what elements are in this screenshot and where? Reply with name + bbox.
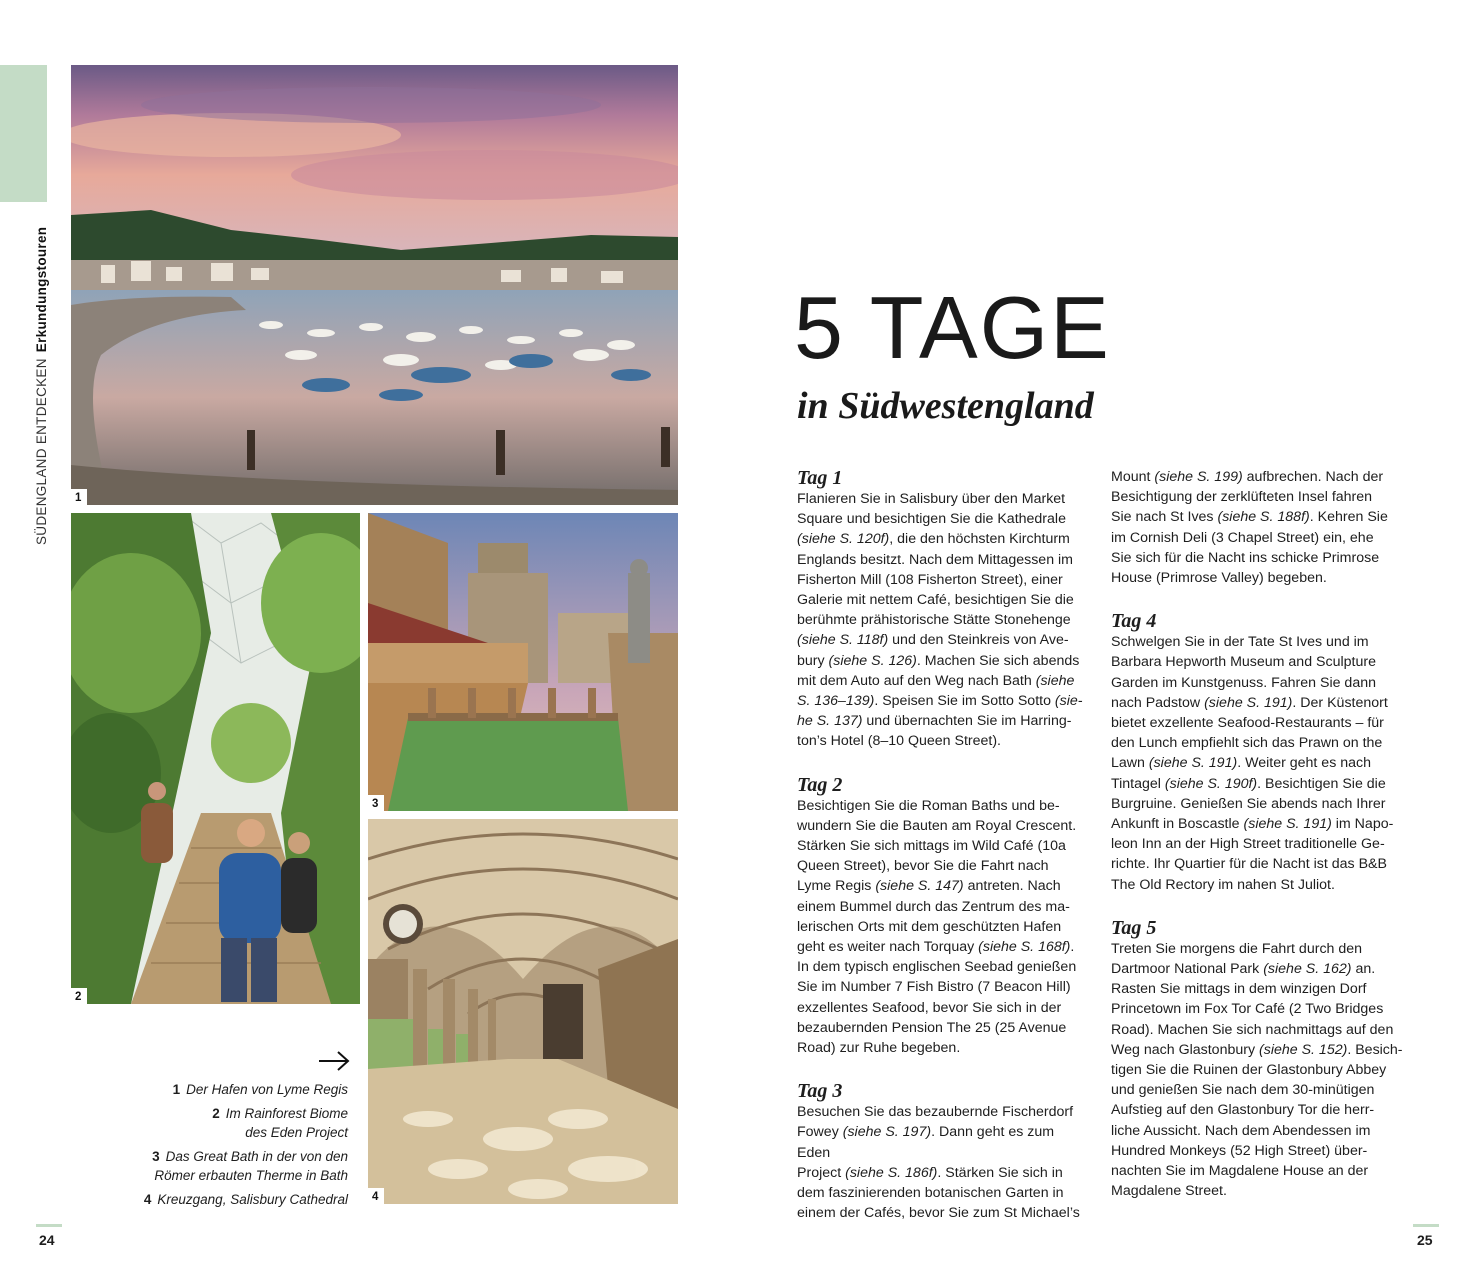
page-title: 5 TAGE <box>794 278 1111 377</box>
page-number-bar <box>1413 1224 1439 1227</box>
chapter-tab <box>0 65 47 202</box>
day-section <box>797 467 1087 752</box>
photo-rainforest-biome <box>71 513 360 1004</box>
day-section <box>1111 917 1406 1202</box>
day-section <box>797 1080 1087 1223</box>
photo-great-bath <box>368 513 678 811</box>
day-text: Besuchen Sie das bezaubernde Fischerdorf Fowey (siehe S. 197). Dann geht es zum Eden Project (siehe S. 186f). Stärken Sie sich in dem faszinierenden botanischen Garten in einem der Cafés, bevor Sie zum St Michael’s <box>797 1104 1080 1222</box>
day-text: Flanieren Sie in Salisbury über den Market Square und besichtigen Sie die Kathedrale (siehe S. 120f), die den höchsten Kirchturm Englands besitzt. Nach dem Mittagessen im Fisherton Mill (108 Fisherton Street), einer Galerie mit nettem Café, besichtigen Sie die berühmte prähistorische Stätte Stonehenge (siehe S. 118f) und den Steinkreis von Ave- bury (siehe S. 126). Machen Sie sich abends mit dem Auto auf den Weg nach Bath (siehe S. 136–139). Speisen Sie im Sotto Sotto (sie- he S. 137) und übernachten Sie im Harring- ton’s Hotel (8–10 Queen Street). <box>797 491 1083 750</box>
day-text: Mount (siehe S. 199) aufbrechen. Nach der Besichtigung der zerklüfteten Insel fahren Sie nach St Ives (siehe S. 188f). Kehren Sie im Cornish Deli (3 Chapel Street) ein, ehe Sie sich für die Nacht ins schicke Primrose House (Primrose Valley) begeben. <box>1111 469 1388 587</box>
photo-number: 4 <box>368 1188 384 1204</box>
day-text: Treten Sie morgens die Fahrt durch den Dartmoor National Park (siehe S. 162) an. Rasten Sie mittags in dem winzigen Dorf Princetown im Fox Tor Café (2 Two Bridges Road). Machen Sie sich nachmittags auf den Weg nach Glastonbury (siehe S. 152). Besich- tigen Sie die Ruinen der Glastonbury Abbey und genießen Sie nach dem 30-minütigen Aufstieg auf den Glastonbury Tor die herr- liche Aussicht. Nach dem Abendessen im Hundred Monkeys (52 High Street) über- nachten Sie im Magdalene House an der Magdalene Street. <box>1111 940 1403 1200</box>
photo-number: 2 <box>71 988 87 1004</box>
day-title: Tag 2 <box>797 773 843 796</box>
page-number-bar <box>36 1224 62 1227</box>
section-label-bold: Erkundungstouren <box>34 226 49 353</box>
day-title: Tag 5 <box>1111 916 1157 939</box>
photo-number: 3 <box>368 795 384 811</box>
page-number-right: 25 <box>1417 1232 1433 1248</box>
day-title: Tag 3 <box>797 1080 843 1103</box>
text-column-left <box>797 465 1087 1224</box>
running-header <box>34 227 49 545</box>
day-text: Schwelgen Sie in der Tate St Ives und im Barbara Hepworth Museum and Sculpture Garden im Kunstgenuss. Fahren Sie dann nach Padstow (siehe S. 191). Der Küstenort bietet exzellente Seafood-Restaurants – für den Lunch empfiehlt sich das Prawn on the Lawn (siehe S. 191). Weiter geht es nach Tintagel (siehe S. 190f). Besichtigen Sie die Burgruine. Genießen Sie abends nach Ihrer Ankunft in Boscastle (siehe S. 191) im Napo- leon Inn an der High Street traditionelle Ge- richte. Ihr Quartier für die Nacht ist das B&B The Old Rectory im nahen St Juliot. <box>1111 634 1394 893</box>
day-section <box>797 774 1087 1059</box>
page-subtitle: in Südwestengland <box>797 385 1094 427</box>
section-label: SÜDENGLAND ENTDECKEN <box>34 358 49 545</box>
photo-captions <box>108 1080 348 1213</box>
day-title: Tag 4 <box>1111 610 1157 633</box>
arrow-right-icon <box>318 1048 350 1074</box>
photo-cloister-salisbury <box>368 819 678 1204</box>
caption-2: 2 Im Rainforest Biome des Eden Project <box>212 1105 348 1140</box>
caption-3: 3 Das Great Bath in der von den Römer erbauten Therme in Bath <box>152 1148 348 1183</box>
day-title: Tag 1 <box>797 467 843 489</box>
day-section <box>1111 610 1406 895</box>
text-column-right <box>1111 467 1406 1202</box>
caption-1: 1 Der Hafen von Lyme Regis <box>172 1082 348 1097</box>
photo-number: 1 <box>71 489 87 505</box>
page-number-left: 24 <box>39 1232 55 1248</box>
photo-harbour-lyme-regis <box>71 65 678 505</box>
caption-4: 4 Kreuzgang, Salisbury Cathedral <box>143 1191 348 1207</box>
day-text: Besichtigen Sie die Roman Baths und be- wundern Sie die Bauten am Royal Crescent. Stärken Sie sich mittags im Wild Café (10a Queen Street), bevor Sie die Fahrt nach Lyme Regis (siehe S. 147) antreten. Nach einem Bummel durch das Zentrum des ma- lerischen Orts mit dem geschützten Hafen geht es weiter nach Torquay (siehe S. 168f). In dem typisch englischen Seebad genießen Sie im Number 7 Fish Bistro (7 Beacon Hill) exzellentes Seafood, bevor Sie sich in der bezaubernden Pension The 25 (25 Avenue Road) zur Ruhe begeben. <box>797 797 1077 1057</box>
